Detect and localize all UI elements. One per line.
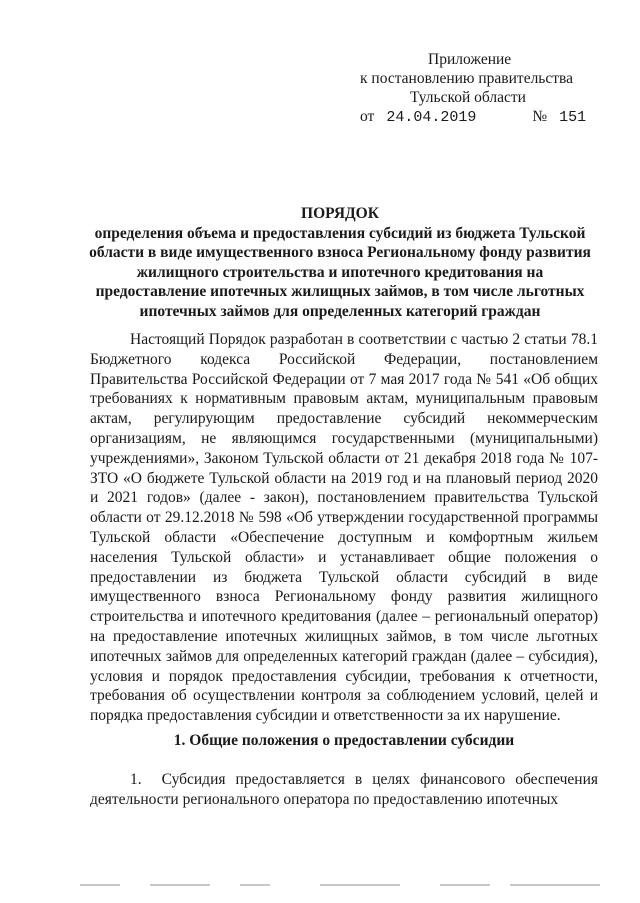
scan-artifact — [150, 884, 210, 886]
scan-artifact — [240, 884, 270, 886]
paragraph-1-text: Субсидия предоставляется в целях финансового обеспечения деятельности регионального оператора по предоставлению ипотечных — [90, 771, 598, 808]
title-subtitle-line: предоставление ипотечных жилищных займов, в том числе льготных — [95, 283, 585, 300]
appendix-line-1: Приложение — [428, 51, 512, 68]
scan-artifact — [320, 884, 400, 886]
document-date-number — [360, 108, 586, 126]
title-heading: ПОРЯДОК — [301, 205, 379, 222]
scan-artifact-line — [80, 884, 620, 888]
scan-artifact — [440, 884, 490, 886]
appendix-block — [350, 50, 590, 107]
paragraph-1-number: 1. — [130, 771, 142, 788]
paragraph-1 — [90, 770, 598, 810]
date-from-label: от — [360, 108, 375, 125]
title-subtitle-line: определения объема и предоставления субсидий из бюджета Тульской — [94, 224, 586, 242]
scan-artifact — [510, 884, 600, 886]
document-number: 151 — [559, 109, 587, 126]
title-subtitle-line: жилищного строительства и ипотечного кредитования на — [136, 263, 544, 281]
section-1-heading: 1. Общие положения о предоставлении субсидии — [173, 732, 515, 749]
document-title — [60, 204, 620, 321]
title-subtitle-line: ипотечных займов для определенных категорий граждан — [139, 302, 541, 320]
title-subtitle-line: области в виде имущественного взноса Региональному фонду развития — [89, 244, 591, 261]
appendix-line-3: Тульской области — [410, 89, 526, 106]
intro-paragraph: Настоящий Порядок разработан в соответствии с частью 2 статьи 78.1 Бюджетного кодекса Российской Федерации, постановлением Правительства Российской Федерации от 7 мая 2017 года № 541 «Об общих требованиях к нормативным правовым актам, муниципальным правовым актам, регулирующим предоставление субсидий некоммерческим организациям, не являющимся государственными (муниципальными) учреждениями», Законом Тульской области от 21 декабря 2018 года № 107-ЗТО «О бюджете Тульской области на 2019 год и на плановый период 2020 и 2021 годов» (далее - закон), постановлением правительства Тульской области от 29.12.2018 № 598 «Об утверждении государственной программы Тульской области «Обеспечение доступным и комфортным жильем населения Тульской области» и устанавливает общие положения о предоставлении из бюджета Тульской области субсидий в виде имущественного взноса Региональному фонду развития жилищного строительства и ипотечного кредитования (далее – региональный оператор) на предоставление ипотечных жилищных займов, в том числе льготных ипотечных займов для определенных категорий граждан (далее – субсидия), условия и порядок предоставления субсидии, требования к отчетности, требования об осуществлении контроля за соблюдением условий, целей и порядка предоставления субсидии и ответственности за их нарушение. — [90, 331, 598, 725]
number-label: № — [532, 108, 548, 125]
document-date: 24.04.2019 — [386, 109, 477, 126]
scan-artifact — [80, 884, 120, 886]
appendix-line-2: к постановлению правительства — [360, 70, 574, 87]
